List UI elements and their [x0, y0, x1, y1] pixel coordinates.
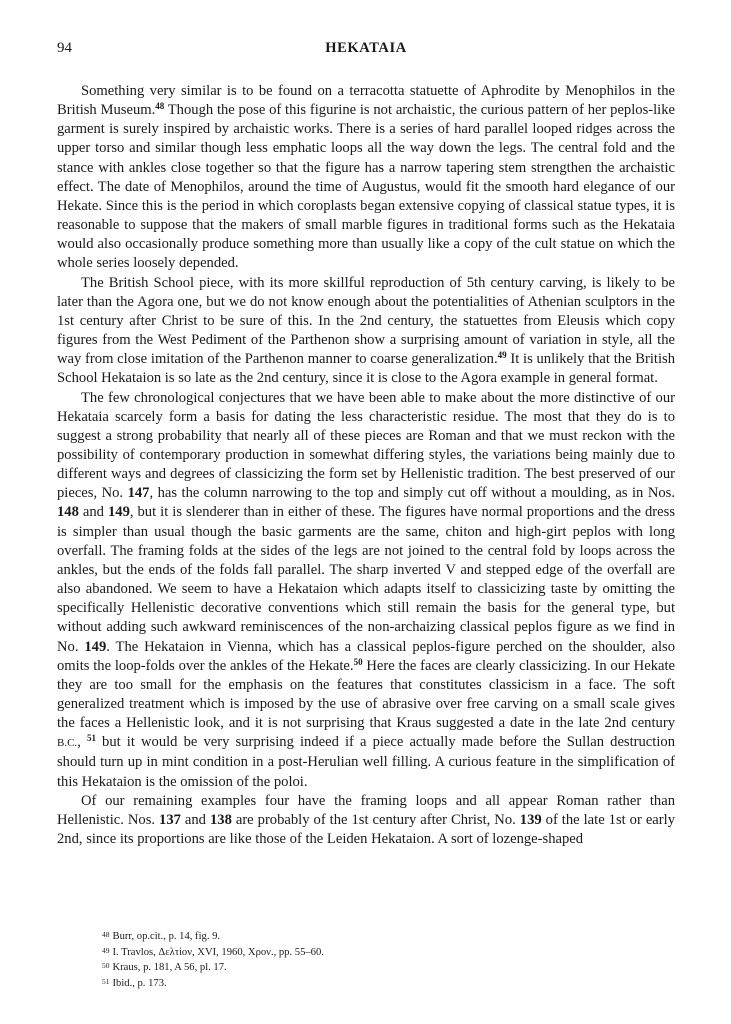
text-run: , [77, 734, 87, 751]
text-run: The British School piece, with its more skillful reproduction of 5th century carving, is likely to be later than the Agora one, but we do not know enough about the potentialities of Athenian sculptors in the 1st century after Christ to be sure of this. In the 2nd century, the statuettes from Eleusis which copy figures from the West Pediment of the Parthenon show a surprising amount of variation in style, all the way from close imitation of the Parthenon manner to coarse generalization. [57, 274, 675, 368]
paragraph-4 [57, 792, 675, 849]
text-run: and [78, 504, 108, 521]
page-number: 94 [57, 40, 72, 56]
footnotes [102, 928, 662, 990]
catalogue-number: 139 [519, 811, 542, 828]
footnote-marker: 49 [102, 945, 110, 955]
paragraph-3 [57, 389, 675, 792]
footnote-marker: 48 [102, 930, 110, 939]
text-run: Of our remaining examples four have the framing loops and all appear Roman rather than Hellenistic. Nos. [57, 792, 675, 828]
footnote-reference: 49 [497, 350, 507, 361]
era-abbreviation: B.C. [57, 737, 78, 750]
footnote-text: I. Travlos, Δελτίον, XVI, 1960, Χρον., pp. 55–60. [112, 946, 324, 958]
paragraph-1 [57, 82, 675, 274]
text-run: but it would be very surprising indeed if a piece actually made before the Sullan destruction should turn up in mint condition in a post-Herulian well filling. A curious feature in the simplification of this Hekataion is the omission of the poloi. [57, 734, 675, 790]
footnote-marker: 51 [102, 976, 110, 986]
running-title: HEKATAIA [325, 40, 407, 56]
footnote-reference: 51 [86, 733, 96, 744]
text-run: , has the column narrowing to the top and simply cut off without a moulding, as in Nos. [149, 485, 675, 502]
text-run: Though the pose of this figurine is not archaistic, the curious pattern of her peplos-like garment is surely inspired by archaistic works. There is a series of hard parallel looped ridges across the upper torso and similar though less emphatic loops all the way down the legs. The central fold and the stance with ankles close together so that the figure has a narrow tapering stem strengthen the archaistic effect. The date of Menophilos, around the time of Augustus, would fit the smooth hard elegance of our Hekate. Since this is the period in which coroplasts began extensive copying of classical statue types, it is reasonable to suppose that the makers of small marble figures in traditional forms such as the Hekataia would also occasionally produce something more than usually like a copy of the cult statue on which the whole series loosely depended. [57, 102, 676, 272]
catalogue-number: 149 [107, 504, 130, 521]
catalogue-number: 149 [84, 638, 107, 655]
text-run: . The Hekataion in Vienna, which has a classical peplos-figure perched on the shoulder, also omits the loop-folds over the ankles of the Hekate. [57, 638, 675, 674]
catalogue-number: 147 [127, 485, 150, 502]
page-header [57, 40, 675, 60]
footnote-text: Kraus, p. 181, A 56, pl. 17. [112, 962, 227, 973]
text-run: of the late 1st or early 2nd, since its proportions are like those of the Leiden Hekataion. A sort of lozenge-shaped [57, 811, 675, 848]
catalogue-number: 138 [209, 811, 232, 828]
footnote-text: Burr, op.cit., p. 14, fig. 9. [112, 931, 221, 942]
text-run: The few chronological conjectures that we have been able to make about the more distinctive of our Hekataia scarcely form a basis for dating the less characteristic residue. The most that they do is to suggest a strong probability that nearly all of these pieces are Roman and that we must reckon with the possibility of contemporary production in somewhat differing styles, the variations being mainly due to different ways and degrees of classicizing the form set by Hellenistic tradition. The best preserved of our pieces, No. [57, 389, 675, 502]
footnote-reference: 48 [155, 101, 165, 112]
text-run: Here the faces are clearly classicizing. In our Hekate they are too small for the emphasis on the features that constitutes classicism in a face. The soft generalized treatment which is imposed by the use of abrasive over free carving on a small scale gives the faces a Hellenistic look, and it is not surprising that Kraus suggested a date in the late 2nd century [57, 657, 676, 732]
text-run: and [180, 811, 210, 828]
footnote-48 [102, 928, 662, 944]
catalogue-number: 148 [57, 504, 79, 521]
text-run: are probably of the 1st century after Christ, No. [231, 811, 520, 828]
footnote-marker: 50 [102, 961, 110, 970]
text-run: , but it is slenderer than in either of these. The figures have normal proportions and the dress is simpler than usual though the basic garments are the same, chiton and high-girt peplos with long overfall. The framing folds at the sides of the legs are not joined to the central fold by loops across the ankles, but the ends of the folds fall parallel. The sharp inverted V and stepped edge of the overfall are also abandoned. We seem to have a Hekataion which adapts itself to classicizing taste by omitting the specifically Hellenistic decorative conventions which still remain the basis for the general type, but without adding such awkward reminiscences of the non-archaizing classical peplos figure as we find in No. [57, 504, 675, 655]
footnote-text: Ibid., p. 173. [112, 977, 167, 989]
text-run: Something very similar is to be found on a terracotta statuette of Aphrodite by Menophilos in the British Museum. [57, 83, 675, 119]
footnote-50 [102, 959, 662, 975]
body-text [57, 82, 675, 849]
catalogue-number: 137 [159, 811, 181, 828]
text-run: It is unlikely that the British School Hekataion is so late as the 2nd century, since it is close to the Agora example in general format. [57, 351, 675, 387]
paragraph-2 [57, 274, 675, 389]
footnote-reference: 50 [353, 656, 363, 667]
footnote-49 [102, 944, 662, 960]
footnote-51 [102, 975, 662, 991]
